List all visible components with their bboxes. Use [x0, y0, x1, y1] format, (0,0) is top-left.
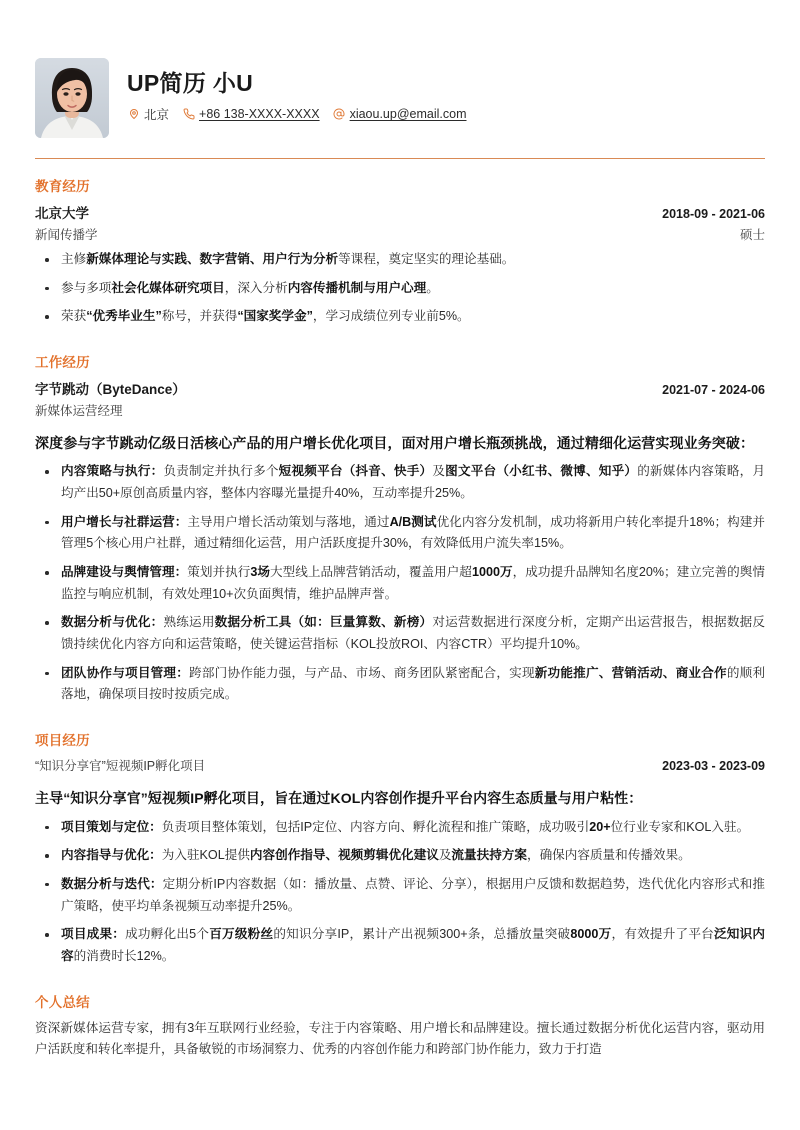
project-entry-header — [35, 756, 765, 774]
candidate-name: UP简历 小U — [127, 70, 254, 96]
section-title-education: 教育经历 — [35, 179, 90, 194]
project-lead: 主导“知识分享官”短视频IP孵化项目，旨在通过KOL内容创作提升平台内容生态质量与用户粘性： — [35, 790, 643, 807]
contact-email-text[interactable]: xiaou.up@email.com — [349, 107, 467, 122]
work-entry-sub — [35, 401, 765, 419]
project-bullets — [35, 817, 765, 968]
section-project — [35, 713, 765, 967]
education-school: 北京大学 — [35, 206, 89, 221]
list-item: 数据分析与迭代：定期分析IP内容数据（如：播放量、点赞、评论、分享），根据用户反馈和数据趋势，迭代优化内容形式和推广策略，使平均单条视频互动率提升25%。 — [35, 874, 765, 917]
phone-icon — [182, 108, 195, 121]
education-degree: 硕士 — [739, 228, 765, 242]
contact-phone[interactable] — [182, 107, 320, 121]
header-main — [127, 58, 765, 123]
list-item: 参与多项社会化媒体研究项目，深入分析内容传播机制与用户心理。 — [35, 278, 765, 300]
education-entry-sub — [35, 225, 765, 243]
work-bullets — [35, 461, 765, 706]
section-title-project: 项目经历 — [35, 733, 90, 749]
contact-location — [127, 105, 169, 123]
section-summary — [35, 975, 765, 1062]
section-education — [35, 159, 765, 328]
email-at-icon — [333, 108, 346, 121]
work-date: 2021-07 - 2024-06 — [662, 382, 765, 397]
project-name: “知识分享官”短视频IP孵化项目 — [35, 759, 206, 774]
list-item: 内容指导与优化：为入驻KOL提供内容创作指导、视频剪辑优化建议及流量扶持方案，确保内容质量和传播效果。 — [35, 845, 765, 867]
list-item: 内容策略与执行：负责制定并执行多个短视频平台（抖音、快手）及图文平台（小红书、微博、知乎）的新媒体内容策略，月均产出50+原创高质量内容，整体内容曝光量提升40%，互动率提升25%。 — [35, 461, 765, 504]
list-item: 品牌建设与舆情管理：策划并执行3场大型线上品牌营销活动，覆盖用户超1000万，成功提升品牌知名度20%；建立完善的舆情监控与响应机制，有效处理10+次负面舆情，维护品牌声誉。 — [35, 562, 765, 605]
work-entry-header — [35, 378, 765, 398]
avatar — [35, 58, 109, 138]
list-item: 项目策划与定位：负责项目整体策划，包括IP定位、内容方向、孵化流程和推广策略，成功吸引20+位行业专家和KOL入驻。 — [35, 817, 765, 839]
contact-phone-text[interactable]: +86 138-XXXX-XXXX — [199, 107, 320, 122]
contact-location-text: 北京 — [144, 108, 170, 123]
education-date: 2018-09 - 2021-06 — [662, 207, 765, 221]
section-work — [35, 335, 765, 706]
list-item: 主修新媒体理论与实践、数字营销、用户行为分析等课程，奠定坚实的理论基础。 — [35, 249, 765, 271]
location-pin-icon — [127, 108, 140, 121]
summary-text: 资深新媒体运营专家，拥有3年互联网行业经验，专注于内容策略、用户增长和品牌建设。擅长通过数据分析优化运营内容，驱动用户活跃度和转化率提升，具备敏锐的市场洞察力、优秀的内容创作能力和跨部门协作能力，致力于打造 — [35, 1020, 765, 1057]
section-title-summary: 个人总结 — [35, 994, 90, 1010]
education-bullets — [35, 249, 765, 328]
list-item: 数据分析与优化：熟练运用数据分析工具（如：巨量算数、新榜）对运营数据进行深度分析，定期产出运营报告，根据数据反馈持续优化内容方向和运营策略，使关键运营指标（KOL投放ROI、内容CTR）平均提升10%。 — [35, 612, 765, 655]
contact-email[interactable] — [333, 107, 467, 121]
list-item: 团队协作与项目管理：跨部门协作能力强，与产品、市场、商务团队紧密配合，实现新功能推广、营销活动、商业合作的顺利落地，确保项目按时按质完成。 — [35, 663, 765, 706]
work-title: 新媒体运营经理 — [35, 403, 123, 418]
list-item: 用户增长与社群运营：主导用户增长活动策划与落地，通过A/B测试优化内容分发机制，成功将新用户转化率提升18%；构建并管理5个核心用户社群，通过精细化运营，用户活跃度提升30%，有效降低用户流失率15%。 — [35, 512, 765, 555]
contact-list — [127, 105, 765, 123]
section-title-work: 工作经历 — [35, 354, 90, 370]
work-lead: 深度参与字节跳动亿级日活核心产品的用户增长优化项目，面对用户增长瓶颈挑战，通过精细化运营实现业务突破： — [35, 434, 755, 451]
list-item: 荣获“优秀毕业生”称号，并获得“国家奖学金”，学习成绩位列专业前5%。 — [35, 306, 765, 328]
work-company: 字节跳动（ByteDance） — [35, 381, 186, 397]
education-entry-header — [35, 202, 765, 222]
education-major: 新闻传播学 — [35, 228, 98, 242]
list-item: 项目成果：成功孵化出5个百万级粉丝的知识分享IP，累计产出视频300+条，总播放量突破8000万，有效提升了平台泛知识内容的消费时长12%。 — [35, 924, 765, 967]
resume-header — [35, 58, 765, 152]
project-date: 2023-03 - 2023-09 — [662, 759, 765, 774]
